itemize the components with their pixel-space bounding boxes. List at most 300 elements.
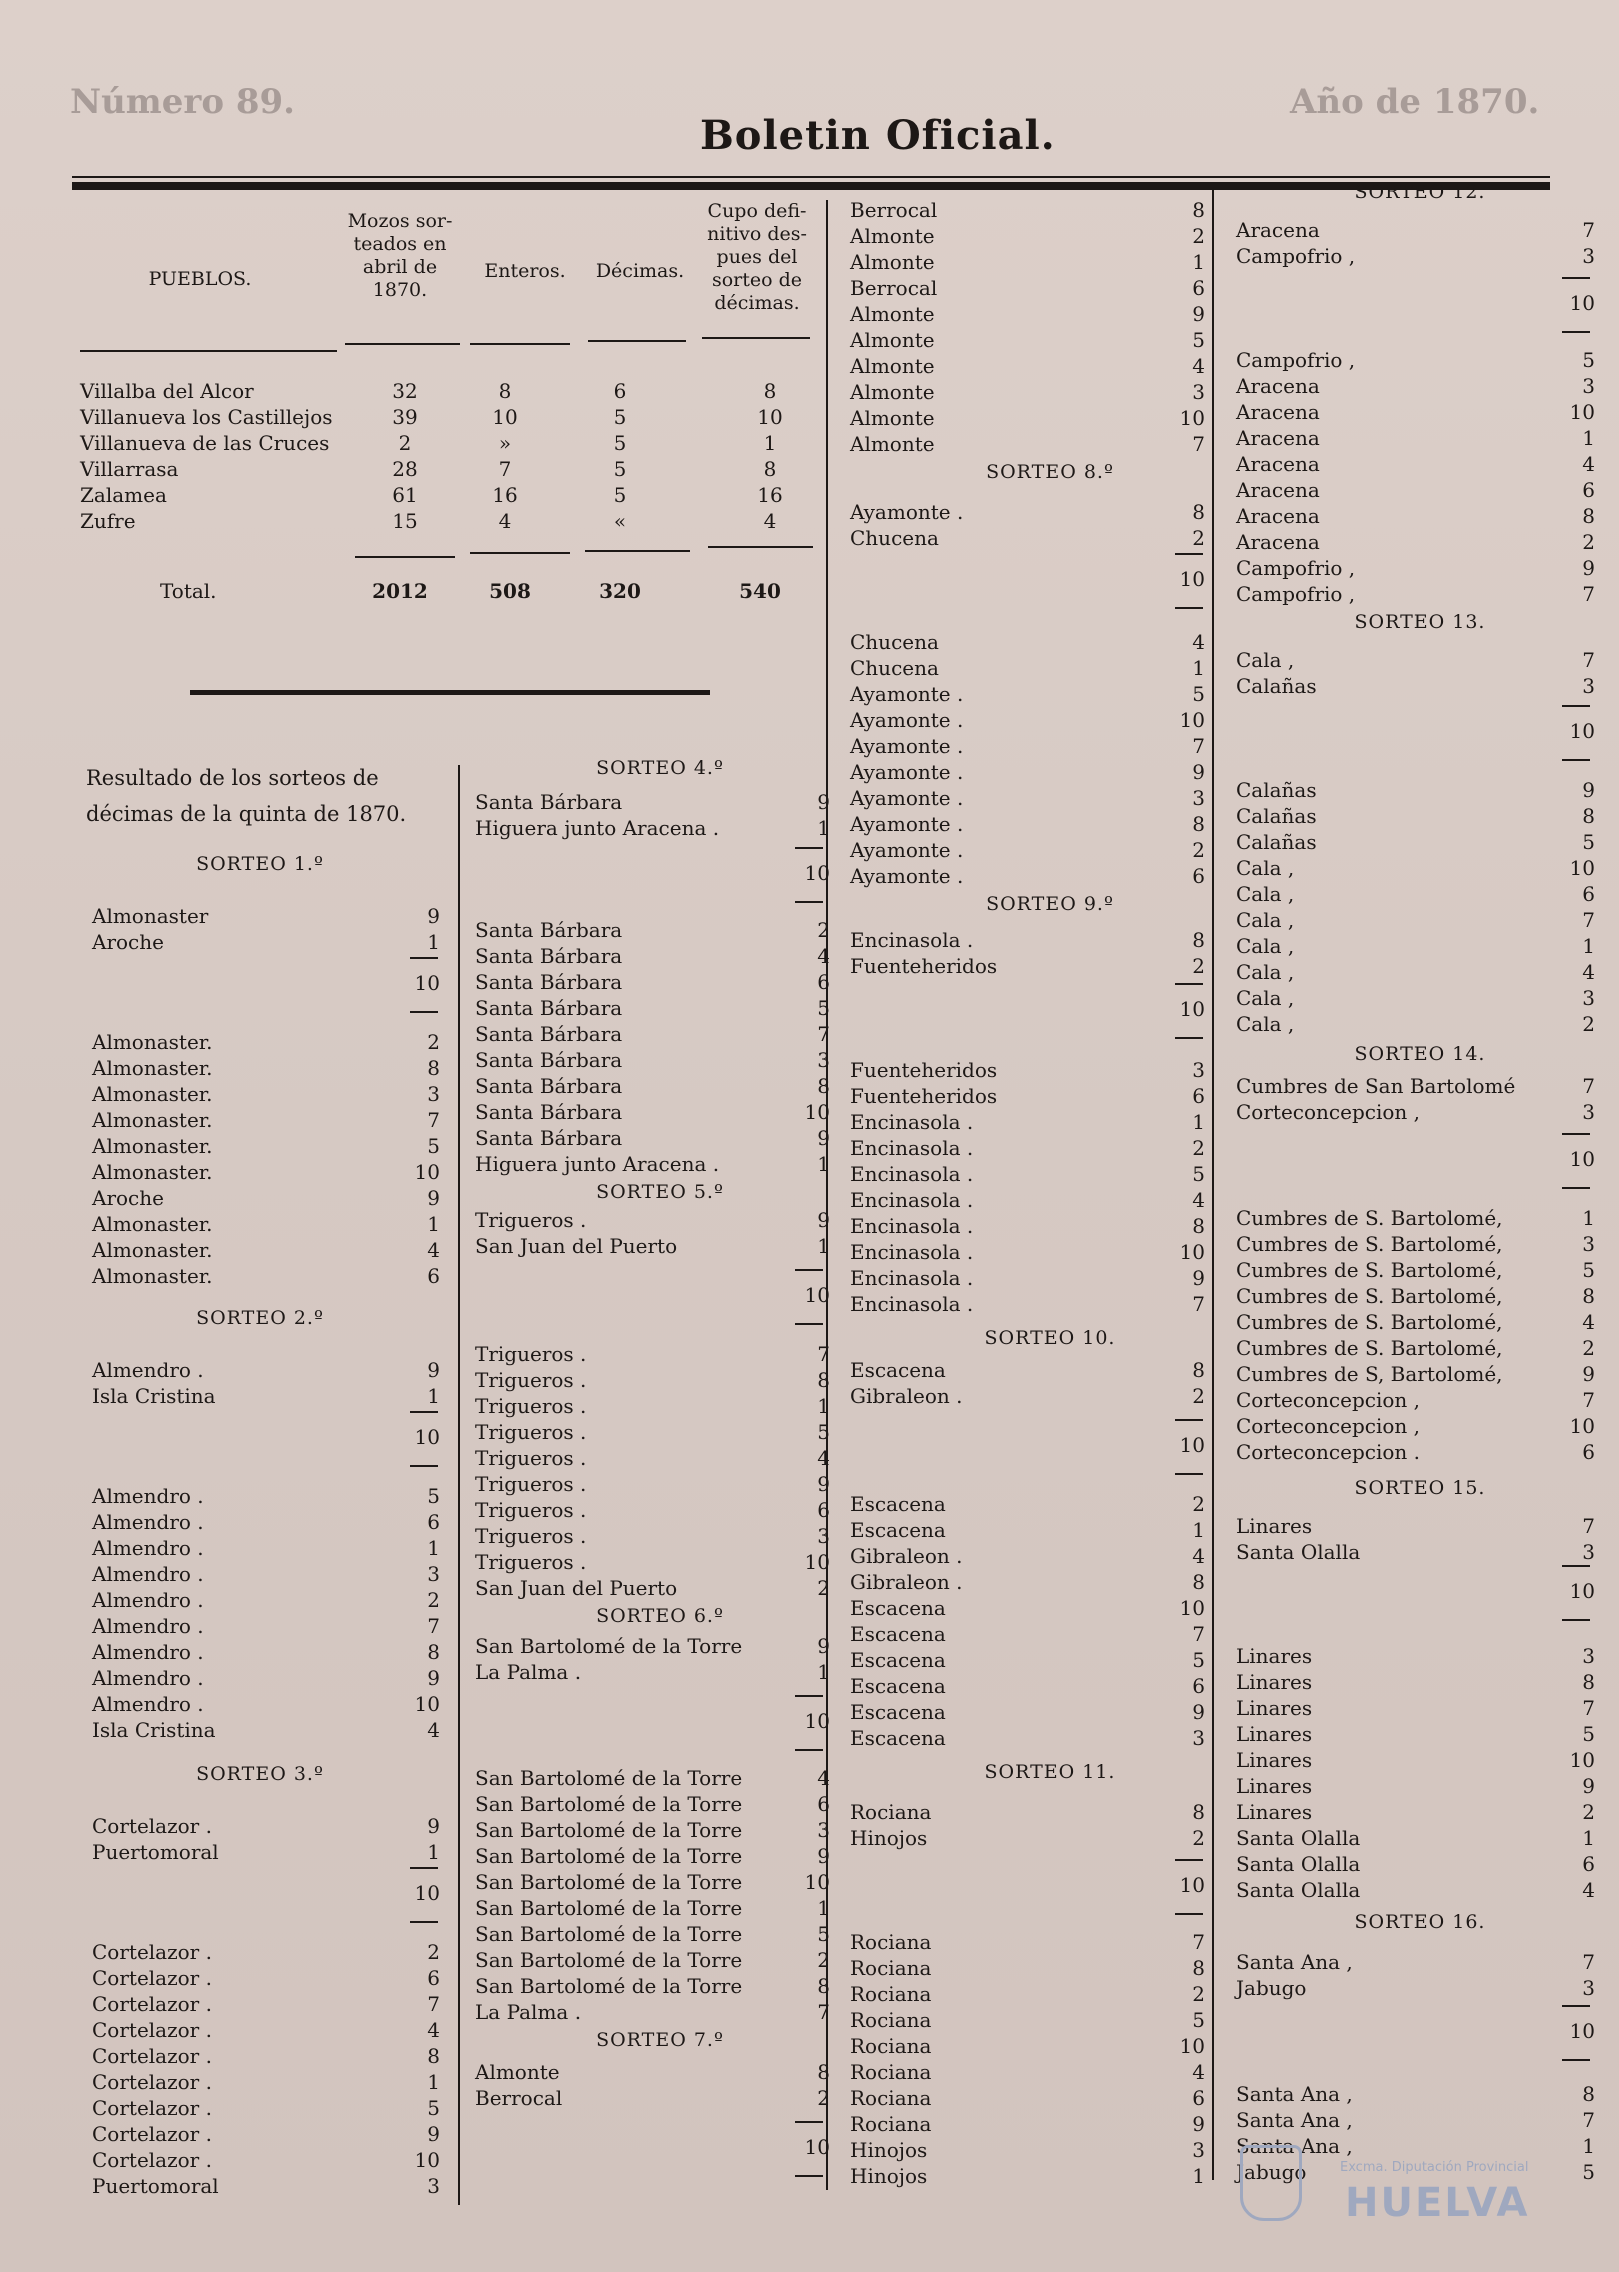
entry-town: Linares (1236, 1722, 1313, 1746)
draw-entry (850, 2137, 1205, 2163)
entry-number: 8 (1582, 2082, 1595, 2106)
draw-entry (92, 2043, 440, 2069)
entry-number: 3 (1192, 786, 1205, 810)
draw-entry (92, 1717, 440, 1743)
total-mozos: 2012 (372, 579, 428, 603)
subtotal-rule (1175, 983, 1203, 985)
entry-number: 8 (1582, 1284, 1595, 1308)
entry-number: 3 (427, 2174, 440, 2198)
entry-number: 1 (1192, 250, 1205, 274)
entry-town: Cala , (1236, 882, 1295, 906)
entry-number: 4 (1192, 1188, 1205, 1212)
entry-town: Trigueros . (475, 1498, 587, 1522)
entry-town: Aroche (92, 1186, 164, 1210)
entry-town: Almendro . (92, 1640, 204, 1664)
draw-entry (475, 1207, 830, 1233)
row-mozos: 32 (392, 379, 418, 403)
subtotal-rule (1562, 1187, 1590, 1189)
entry-town: Trigueros . (475, 1342, 587, 1366)
entry-town: Hinojos (850, 2164, 928, 2188)
draw-entry (92, 1691, 440, 1717)
entry-number: 2 (817, 2086, 830, 2110)
draw-entry (1236, 673, 1595, 699)
entry-town: San Bartolomé de la Torre (475, 1896, 743, 1920)
entry-number: 3 (817, 1048, 830, 1072)
entry-town: San Juan del Puerto (475, 1576, 678, 1600)
row-decimas: 5 (613, 483, 627, 507)
draw-entry (475, 1843, 830, 1869)
draw-entry (92, 1509, 440, 1535)
entry-town: San Bartolomé de la Torre (475, 1792, 743, 1816)
entry-town: Cala , (1236, 908, 1295, 932)
sorteo-heading: SORTEO 10. (984, 1327, 1116, 1349)
draw-entry (1236, 777, 1595, 803)
entry-number: 9 (1582, 1774, 1595, 1798)
subtotal: 10 (1569, 1147, 1595, 1171)
row-enteros: 8 (498, 379, 512, 403)
header-decimas: Décimas. (595, 260, 685, 282)
entry-number: 6 (427, 1510, 440, 1534)
entry-number: 4 (1582, 960, 1595, 984)
entry-number: 2 (817, 918, 830, 942)
entry-town: Trigueros . (475, 1394, 587, 1418)
draw-entry (1236, 1387, 1595, 1413)
draw-entry (850, 1569, 1205, 1595)
entry-town: Aracena (1236, 218, 1320, 242)
entry-number: 2 (1192, 1982, 1205, 2006)
entry-town: Almonte (850, 302, 935, 326)
entry-town: Cortelazor . (92, 2018, 212, 2042)
entry-number: 2 (817, 1576, 830, 1600)
entry-number: 10 (1179, 708, 1205, 732)
draw-entry (1236, 1439, 1595, 1465)
subtotal-rule (1562, 2005, 1590, 2007)
draw-entry (1236, 803, 1595, 829)
draw-entry (1236, 477, 1595, 503)
entry-number: 5 (427, 1134, 440, 1158)
entry-number: 8 (1192, 1800, 1205, 1824)
subtotal-rule (1562, 759, 1590, 761)
page-title: Boletin Oficial. (700, 112, 1056, 159)
entry-town: Cala , (1236, 856, 1295, 880)
entry-town: Cortelazor . (92, 1966, 212, 1990)
entry-number: 7 (817, 2000, 830, 2024)
row-cupo: 10 (757, 405, 783, 429)
subtotal-rule (1562, 705, 1590, 707)
entry-number: 7 (1582, 908, 1595, 932)
entry-number: 9 (817, 1126, 830, 1150)
entry-number: 4 (1582, 1310, 1595, 1334)
entry-town: Aroche (92, 930, 164, 954)
entry-number: 4 (1192, 630, 1205, 654)
entry-town: San Bartolomé de la Torre (475, 1870, 743, 1894)
entry-number: 2 (1582, 1336, 1595, 1360)
entry-town: La Palma . (475, 1660, 582, 1684)
entry-town: Cumbres de S. Bartolomé, (1236, 1284, 1503, 1308)
draw-entry (475, 995, 830, 1021)
entry-town: Encinasola . (850, 1136, 974, 1160)
entry-number: 5 (1192, 2008, 1205, 2032)
entry-number: 9 (1582, 556, 1595, 580)
draw-entry (850, 197, 1205, 223)
draw-entry (475, 1099, 830, 1125)
entry-number: 7 (1582, 1696, 1595, 1720)
draw-entry (92, 1263, 440, 1289)
entry-town: Calañas (1236, 778, 1317, 802)
row-mozos: 28 (392, 457, 418, 481)
draw-entry (475, 1233, 830, 1259)
draw-entry (92, 1535, 440, 1561)
draw-entry (850, 1161, 1205, 1187)
draw-entry (1236, 933, 1595, 959)
draw-entry (475, 1791, 830, 1817)
draw-entry (475, 1419, 830, 1445)
subtotal-rule (795, 1323, 823, 1325)
entry-town: Cumbres de S. Bartolomé, (1236, 1310, 1503, 1334)
entry-number: 6 (1582, 1852, 1595, 1876)
entry-town: Almonaster. (92, 1082, 213, 1106)
row-pueblo: Villanueva de las Cruces (80, 431, 330, 455)
entry-number: 9 (427, 1186, 440, 1210)
header-pueblos: PUEBLOS. (148, 268, 252, 290)
draw-entry (1236, 451, 1595, 477)
entry-number: 7 (427, 1108, 440, 1132)
draw-entry (1236, 373, 1595, 399)
entry-town: Almonaster (92, 904, 209, 928)
entry-town: Almonte (475, 2060, 560, 2084)
entry-number: 5 (1192, 1648, 1205, 1672)
draw-entry (850, 953, 1205, 979)
subtotal-rule (1175, 1913, 1203, 1915)
draw-entry (92, 929, 440, 955)
entry-number: 2 (1582, 1800, 1595, 1824)
draw-entry (850, 1057, 1205, 1083)
draw-entry (92, 2173, 440, 2199)
sorteo-heading: SORTEO 3.º (196, 1763, 324, 1785)
entry-number: 2 (1192, 1384, 1205, 1408)
entry-town: Cortelazor . (92, 1992, 212, 2016)
library-seal-icon (1240, 2145, 1302, 2221)
draw-entry (850, 327, 1205, 353)
entry-number: 10 (1179, 1596, 1205, 1620)
entry-number: 3 (427, 1082, 440, 1106)
entry-town: San Bartolomé de la Torre (475, 1844, 743, 1868)
entry-number: 10 (1569, 856, 1595, 880)
entry-number: 8 (1192, 198, 1205, 222)
entry-number: 4 (1192, 2060, 1205, 2084)
row-enteros: 16 (492, 483, 518, 507)
entry-number: 8 (1582, 804, 1595, 828)
draw-entry (850, 707, 1205, 733)
draw-entry (850, 927, 1205, 953)
row-pueblo: Villalba del Alcor (80, 379, 254, 403)
entry-number: 3 (817, 1524, 830, 1548)
entry-number: 6 (1192, 1674, 1205, 1698)
sorteo-heading: SORTEO 14. (1354, 1043, 1486, 1065)
entry-number: 10 (804, 1870, 830, 1894)
entry-town: Chucena (850, 630, 939, 654)
entry-number: 6 (1192, 1084, 1205, 1108)
subtotal-rule (795, 2175, 823, 2177)
draw-entry (475, 2085, 830, 2111)
entry-town: Almonaster. (92, 1108, 213, 1132)
header-cupo: Cupo defi- nitivo des- pues del sorteo de décimas. (707, 200, 807, 314)
header-enteros: Enteros. (484, 260, 566, 282)
draw-entry (850, 2111, 1205, 2137)
entry-number: 3 (1192, 1058, 1205, 1082)
summary-row (80, 508, 820, 534)
draw-entry (1236, 1721, 1595, 1747)
total-rule (470, 552, 570, 554)
entry-town: Cortelazor . (92, 2148, 212, 2172)
subtotal-rule (1562, 277, 1590, 279)
draw-entry (850, 431, 1205, 457)
entry-number: 1 (817, 1152, 830, 1176)
entry-number: 7 (1582, 1388, 1595, 1412)
entry-number: 5 (1192, 682, 1205, 706)
entry-number: 7 (1582, 218, 1595, 242)
draw-entry (475, 789, 830, 815)
entry-number: 3 (1582, 1976, 1595, 2000)
subtotal: 10 (1569, 291, 1595, 315)
draw-entry (92, 1357, 440, 1383)
entry-town: Cumbres de S. Bartolomé, (1236, 1336, 1503, 1360)
entry-town: Almonte (850, 328, 935, 352)
entry-town: Almonte (850, 380, 935, 404)
row-cupo: 16 (757, 483, 783, 507)
draw-entry (850, 249, 1205, 275)
entry-number: 9 (427, 1666, 440, 1690)
entry-number: 9 (817, 1634, 830, 1658)
entry-town: Cumbres de S, Bartolomé, (1236, 1362, 1503, 1386)
entry-number: 5 (427, 2096, 440, 2120)
draw-entry (92, 2147, 440, 2173)
entry-town: Linares (1236, 1514, 1313, 1538)
entry-number: 8 (1582, 504, 1595, 528)
draw-entry (850, 223, 1205, 249)
entry-number: 10 (1569, 1414, 1595, 1438)
subtotal: 10 (1179, 997, 1205, 1021)
entry-number: 8 (817, 1974, 830, 1998)
subtotal-rule (795, 1749, 823, 1751)
entry-town: Almendro . (92, 1536, 204, 1560)
draw-entry (1236, 503, 1595, 529)
draw-entry (850, 2007, 1205, 2033)
draw-entry (475, 1895, 830, 1921)
entry-town: Aracena (1236, 400, 1320, 424)
entry-number: 8 (817, 2060, 830, 2084)
entry-number: 2 (817, 1948, 830, 1972)
draw-entry (1236, 1205, 1595, 1231)
subtotal-rule (1562, 1133, 1590, 1135)
entry-town: Calañas (1236, 804, 1317, 828)
draw-entry (1236, 1011, 1595, 1037)
draw-entry (1236, 1975, 1595, 2001)
draw-entry (475, 2059, 830, 2085)
draw-entry (850, 353, 1205, 379)
entry-number: 7 (1582, 648, 1595, 672)
entry-number: 10 (804, 1100, 830, 1124)
entry-town: Escacena (850, 1700, 946, 1724)
entry-number: 3 (1192, 380, 1205, 404)
entry-town: Trigueros . (475, 1208, 587, 1232)
draw-entry (850, 525, 1205, 551)
entry-number: 9 (1192, 1266, 1205, 1290)
entry-town: Santa Ana , (1236, 2134, 1353, 2158)
entry-town: Encinasola . (850, 1240, 974, 1264)
entry-town: Almonte (850, 250, 935, 274)
entry-town: San Bartolomé de la Torre (475, 1922, 743, 1946)
draw-entry (92, 1383, 440, 1409)
entry-number: 1 (427, 1840, 440, 1864)
entry-number: 5 (1582, 348, 1595, 372)
subtotal-rule (1175, 1473, 1203, 1475)
entry-town: Campofrio , (1236, 556, 1356, 580)
draw-entry (475, 1523, 830, 1549)
draw-entry (850, 1799, 1205, 1825)
entry-number: 10 (1179, 1240, 1205, 1264)
draw-entry (850, 1621, 1205, 1647)
draw-entry (850, 863, 1205, 889)
entry-number: 4 (427, 1238, 440, 1262)
entry-town: Cortelazor . (92, 2122, 212, 2146)
entry-number: 5 (1582, 1258, 1595, 1282)
entry-town: San Bartolomé de la Torre (475, 1634, 743, 1658)
entry-town: Rociana (850, 2112, 932, 2136)
total-enteros: 508 (489, 579, 531, 603)
entry-town: Santa Bárbara (475, 944, 623, 968)
entry-town: Almonaster. (92, 1264, 213, 1288)
entry-town: Almonaster. (92, 1238, 213, 1262)
entry-town: Linares (1236, 1800, 1313, 1824)
sorteo-heading: SORTEO 8.º (986, 461, 1114, 483)
draw-entry (850, 1239, 1205, 1265)
entry-number: 5 (817, 1922, 830, 1946)
entry-number: 5 (1192, 328, 1205, 352)
draw-entry (850, 1291, 1205, 1317)
entry-number: 5 (817, 996, 830, 1020)
entry-town: Almendro . (92, 1358, 204, 1382)
entry-town: Cumbres de S. Bartolomé, (1236, 1258, 1503, 1282)
draw-entry (1236, 985, 1595, 1011)
row-mozos: 15 (392, 509, 418, 533)
entry-town: Cala , (1236, 1012, 1295, 1036)
draw-entry (850, 681, 1205, 707)
draw-entry (475, 1659, 830, 1685)
draw-entry (475, 1497, 830, 1523)
entry-town: Escacena (850, 1648, 946, 1672)
entry-town: Cortelazor . (92, 1814, 212, 1838)
draw-entry (475, 1999, 830, 2025)
entry-number: 3 (427, 1562, 440, 1586)
sorteo-heading: SORTEO 13. (1354, 611, 1486, 633)
entry-town: Rociana (850, 1800, 932, 1824)
draw-entry (475, 969, 830, 995)
subtotal: 10 (804, 861, 830, 885)
entry-town: Cumbres de S. Bartolomé, (1236, 1232, 1503, 1256)
entry-number: 4 (1192, 354, 1205, 378)
subtotal-rule (795, 901, 823, 903)
entry-number: 6 (1192, 864, 1205, 888)
entry-number: 3 (1582, 986, 1595, 1010)
draw-entry (850, 1109, 1205, 1135)
draw-entry (92, 1237, 440, 1263)
entry-number: 8 (1192, 928, 1205, 952)
draw-entry (1236, 1799, 1595, 1825)
entry-number: 1 (427, 2070, 440, 2094)
subtotal: 10 (804, 2135, 830, 2159)
draw-entry (1236, 1309, 1595, 1335)
entry-town: Trigueros . (475, 1472, 587, 1496)
draw-entry (850, 837, 1205, 863)
draw-entry (92, 2121, 440, 2147)
entry-number: 8 (817, 1074, 830, 1098)
entry-number: 4 (1582, 1878, 1595, 1902)
entry-town: Almendro . (92, 1588, 204, 1612)
draw-entry (1236, 1413, 1595, 1439)
entry-number: 8 (1192, 1570, 1205, 1594)
entry-town: Almonaster. (92, 1030, 213, 1054)
subtotal-rule (795, 1269, 823, 1271)
entry-number: 2 (1192, 1136, 1205, 1160)
entry-town: Almonte (850, 224, 935, 248)
sorteo-heading: SORTEO 12. (1354, 181, 1486, 203)
entry-town: Cala , (1236, 960, 1295, 984)
draw-entry (92, 1839, 440, 1865)
entry-number: 2 (1192, 1492, 1205, 1516)
draw-entry (92, 1813, 440, 1839)
draw-entry (1236, 647, 1595, 673)
entry-number: 5 (427, 1484, 440, 1508)
subtotal-rule (1562, 1565, 1590, 1567)
entry-town: Linares (1236, 1644, 1313, 1668)
subtotal-rule (1175, 1419, 1203, 1421)
draw-entry (850, 629, 1205, 655)
entry-number: 7 (1192, 1930, 1205, 1954)
entry-town: Cortelazor . (92, 2070, 212, 2094)
entry-town: Santa Bárbara (475, 1048, 623, 1072)
entry-number: 7 (1582, 2108, 1595, 2132)
entry-town: Rociana (850, 1956, 932, 1980)
entry-number: 10 (414, 2148, 440, 2172)
subtotal-rule (795, 2121, 823, 2123)
entry-number: 1 (817, 1234, 830, 1258)
draw-entry (850, 2085, 1205, 2111)
entry-number: 2 (427, 1940, 440, 1964)
draw-entry (1236, 529, 1595, 555)
subtotal-rule (795, 1695, 823, 1697)
subtotal: 10 (1179, 1433, 1205, 1457)
entry-number: 2 (1582, 530, 1595, 554)
subtotal: 10 (1569, 2019, 1595, 2043)
entry-number: 6 (1582, 1440, 1595, 1464)
entry-town: San Bartolomé de la Torre (475, 1818, 743, 1842)
entry-town: Chucena (850, 526, 939, 550)
subtotal-rule (795, 847, 823, 849)
entry-town: Santa Bárbara (475, 1022, 623, 1046)
entry-town: Aracena (1236, 504, 1320, 528)
entry-town: Trigueros . (475, 1524, 587, 1548)
entry-number: 7 (427, 1992, 440, 2016)
entry-town: Jabugo (1236, 1976, 1307, 2000)
entry-town: Hinojos (850, 1826, 928, 1850)
subtotal: 10 (804, 1283, 830, 1307)
entry-number: 7 (427, 1614, 440, 1638)
entry-town: Corteconcepcion , (1236, 1388, 1420, 1412)
entry-number: 9 (817, 1472, 830, 1496)
total-rule (585, 550, 690, 552)
entry-town: Cumbres de San Bartolomé (1236, 1074, 1516, 1098)
